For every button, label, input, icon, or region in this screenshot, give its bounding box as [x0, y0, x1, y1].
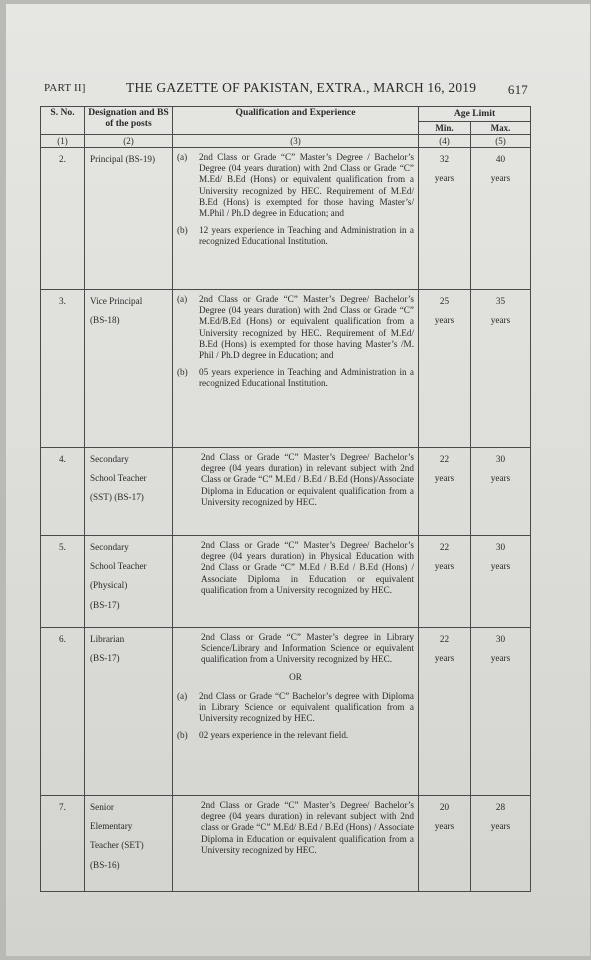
row-sno: 5. — [41, 536, 85, 628]
list-item — [177, 800, 414, 856]
row-age-max — [471, 628, 531, 796]
age-unit: years — [490, 315, 511, 326]
row-age-max — [471, 536, 531, 628]
row-qualification — [173, 628, 419, 796]
row-qualification — [173, 448, 419, 536]
list-item — [177, 152, 414, 219]
designation-line: School Teacher — [90, 473, 147, 484]
designation-line: (Physical) — [90, 580, 128, 591]
row-sno: 2. — [41, 148, 85, 290]
designation-line: Teacher (SET) — [90, 840, 144, 851]
item-label: (b) — [177, 730, 188, 741]
age-unit: years — [490, 821, 511, 832]
item-text: 2nd Class or Grade “C” Bachelor’s degree with Diploma in Library Science or equivalent qualification from a University recognized by HEC. — [199, 690, 414, 724]
column-number: (3) — [173, 135, 419, 148]
column-number-row — [41, 135, 531, 148]
designation-line: Principal (BS-19) — [90, 154, 156, 164]
item-text: 2nd Class or Grade “C” Master’s Degree/ Bachelor’s degree (04 years duration) in Physical Education with 2nd Class or Grade “C” M.Ed / B.Ed / B.Ed (Hons) / Associate Diploma in Education or equivalent qualification from a University recognized by HEC. — [201, 540, 414, 595]
item-label: (a) — [177, 152, 188, 162]
qualification-table — [40, 106, 531, 892]
row-age-min — [419, 628, 471, 796]
designation-line: (BS-16) — [90, 859, 120, 870]
designation-line: (BS-17) — [90, 653, 120, 664]
row-age-min — [419, 148, 471, 290]
list-item — [177, 632, 414, 666]
table-row — [41, 148, 531, 290]
age-unit: years — [490, 173, 511, 184]
designation-line: School Teacher — [90, 561, 147, 572]
header-designation: Designation and BS of the posts — [85, 107, 173, 135]
age-value: 30 — [495, 454, 506, 464]
row-age-max — [471, 448, 531, 536]
item-text: 05 years experience in Teaching and Administration in a recognized Educational Institution. — [199, 367, 414, 389]
row-designation — [85, 148, 173, 290]
item-text: 2nd Class or Grade “C” Master’s Degree/ Bachelor’s degree (04 years duration) in relevant subject with 2nd class or Grade “C” M.Ed/ B.Ed / B.Ed (Hons) / Associate Diploma in Education or equivalent qualification from a University recognized by HEC. — [201, 800, 414, 855]
age-unit: years — [434, 173, 455, 184]
age-value: 22 — [439, 454, 450, 464]
column-number: (2) — [85, 135, 173, 148]
item-text: 2nd Class or Grade “C” Master’s Degree/ Bachelor’s Degree (04 years duration) with 2nd Class or Grade “C” M.Ed/B.Ed (Hons) or equivalent qualification from a University recognized by HEC. Requirement of M.Ed/ B.Ed (Hons) is exempted for those having Master’s /M. Phil / Ph.D degree in Education; and — [199, 294, 414, 361]
designation-line: Secondary — [90, 454, 129, 464]
age-value: 20 — [439, 802, 450, 812]
designation-line: (BS-17) — [90, 599, 120, 610]
designation-line: Vice Principal — [90, 296, 143, 306]
header-max: Max. — [471, 122, 531, 135]
row-sno: 7. — [41, 796, 85, 892]
age-value: 32 — [439, 154, 450, 164]
designation-line: Elementary — [90, 821, 133, 832]
row-designation — [85, 448, 173, 536]
header-qualification: Qualification and Experience — [173, 107, 419, 135]
item-text: 02 years experience in the relevant field. — [199, 730, 349, 741]
age-value: 28 — [495, 802, 506, 812]
age-unit: years — [434, 821, 455, 832]
item-label: (b) — [177, 225, 188, 236]
row-age-max — [471, 796, 531, 892]
item-text: 2nd Class or Grade “C” Master’s degree in Library Science/Library and Information Science or equivalent qualification from a University recognized by HEC. — [201, 632, 414, 665]
list-item — [177, 452, 414, 508]
item-label: (a) — [177, 294, 188, 304]
row-age-min — [419, 796, 471, 892]
designation-line: Senior — [90, 802, 114, 812]
row-qualification — [173, 148, 419, 290]
age-unit: years — [490, 653, 511, 664]
designation-line: Secondary — [90, 542, 129, 552]
table-row — [41, 448, 531, 536]
row-age-max — [471, 148, 531, 290]
item-label: (b) — [177, 367, 188, 378]
age-value: 22 — [439, 634, 450, 644]
list-item — [177, 294, 414, 361]
age-value: 30 — [495, 542, 506, 552]
item-text: 12 years experience in Teaching and Administration in a recognized Educational Institution. — [199, 225, 414, 247]
item-text: 2nd Class or Grade “C” Master’s Degree / Bachelor’s Degree (04 years duration) with 2nd Class or Grade “C” M.Ed/ B.Ed (Hons) or equivalent qualification from a University recognized by HEC. Requirement of M.Ed/ B.Ed (Hons) is exempted for those having Master’s/ M.Phil / Ph.D degree in Education; and — [199, 152, 414, 219]
age-unit: years — [434, 315, 455, 326]
row-sno: 3. — [41, 290, 85, 448]
column-number: (1) — [41, 135, 85, 148]
row-designation — [85, 796, 173, 892]
table-row — [41, 290, 531, 448]
table-row — [41, 628, 531, 796]
page-header — [44, 80, 528, 102]
age-unit: years — [434, 653, 455, 664]
row-age-min — [419, 448, 471, 536]
age-unit: years — [490, 561, 511, 572]
list-item — [177, 225, 414, 247]
row-sno: 4. — [41, 448, 85, 536]
row-qualification — [173, 796, 419, 892]
gazette-title: THE GAZETTE OF PAKISTAN, EXTRA., MARCH 16, 2019 — [126, 80, 477, 95]
row-qualification — [173, 536, 419, 628]
designation-line: (BS-18) — [90, 315, 120, 326]
page-number: 617 — [507, 82, 528, 97]
age-value: 25 — [439, 296, 450, 306]
list-item — [177, 691, 414, 725]
age-value: 40 — [495, 154, 506, 164]
age-unit: years — [434, 561, 455, 572]
table-row — [41, 796, 531, 892]
age-unit: years — [490, 473, 511, 484]
column-number: (4) — [419, 135, 471, 148]
age-unit: years — [434, 473, 455, 484]
table-row — [41, 536, 531, 628]
age-value: 22 — [439, 542, 450, 552]
row-age-max — [471, 290, 531, 448]
header-min: Min. — [419, 122, 471, 135]
row-designation — [85, 290, 173, 448]
row-qualification — [173, 290, 419, 448]
row-designation — [85, 628, 173, 796]
part-label: PART II] — [44, 82, 86, 94]
designation-line: Librarian — [90, 634, 125, 644]
age-value: 30 — [495, 634, 506, 644]
header-age-limit: Age Limit — [419, 107, 531, 122]
item-text: 2nd Class or Grade “C” Master’s Degree/ Bachelor’s degree (04 years duration) in relevant subject with 2nd Class or Grade “C” M.Ed / B.Ed / B.Ed (Hons)/Associate Diploma in Education or equivalent qualification from a University recognized by HEC. — [201, 452, 414, 507]
designation-line: (SST) (BS-17) — [90, 492, 144, 503]
age-value: 35 — [495, 296, 506, 306]
row-sno: 6. — [41, 628, 85, 796]
header-sno: S. No. — [41, 107, 85, 135]
list-item — [177, 730, 414, 741]
row-designation — [85, 536, 173, 628]
column-number: (5) — [471, 135, 531, 148]
or-separator: OR — [289, 671, 302, 682]
item-label: (a) — [177, 690, 188, 701]
row-age-min — [419, 536, 471, 628]
list-item — [177, 540, 414, 596]
row-age-min — [419, 290, 471, 448]
list-item — [177, 367, 414, 389]
